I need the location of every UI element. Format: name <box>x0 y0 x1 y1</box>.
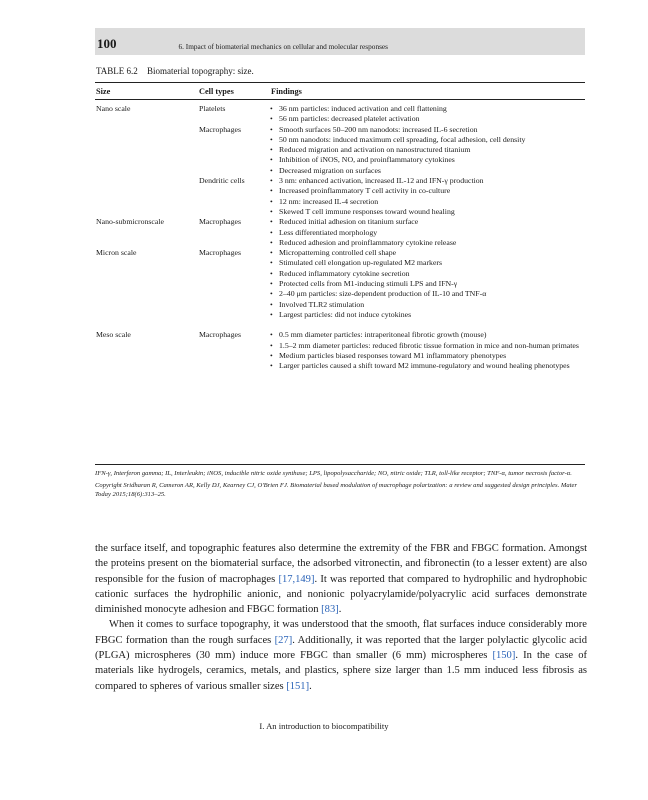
finding-item: • 2–40 μm particles: size-dependent production of IL-10 and TNF-α <box>267 289 585 299</box>
finding-item: • 36 nm particles: induced activation and cell flattening <box>267 104 585 114</box>
cell-type-cell: Macrophages <box>199 124 241 134</box>
text-run: . It was reported that compared to hydrophilic and hydrophobic cationic surfaces the hydrophilic anionic, and nonionic polyacrylamide/polyacrylic acid surfaces demonstrate diminished monocyte adhesion and FBGC formation <box>95 573 587 616</box>
column-header-findings: Findings <box>271 87 302 96</box>
cell-type-cell: Macrophages <box>199 248 241 258</box>
finding-item: • Smooth surfaces 50–200 nm nanodots: increased IL-6 secretion <box>267 125 585 135</box>
finding-item: • Micropatterning controlled cell shape <box>267 248 585 258</box>
finding-item: • Largest particles: did not induce cytokines <box>267 310 585 320</box>
cell-type-cell: Macrophages <box>199 330 241 340</box>
finding-item: • 0.5 mm diameter particles: intraperitoneal fibrotic growth (mouse) <box>267 330 585 340</box>
finding-item: • Medium particles biased responses toward M1 inflammatory phenotypes <box>267 351 585 361</box>
findings-list <box>267 125 585 176</box>
citation-link[interactable]: [150] <box>492 650 516 662</box>
cell-type-groups <box>199 330 585 371</box>
table-row <box>95 248 585 320</box>
finding-item: • 56 nm particles: decreased platelet activation <box>267 114 585 124</box>
finding-item: • 12 nm: increased IL-4 secretion <box>267 197 585 207</box>
cell-type-group <box>199 104 585 125</box>
cell-type-cell: Platelets <box>199 104 226 113</box>
section-spacer <box>95 320 585 330</box>
cell-type-group <box>199 176 585 217</box>
finding-item: • Increased proinflammatory T cell activity in co-culture <box>267 186 585 196</box>
table-bottom-rule <box>95 464 585 465</box>
page-footer: I. An introduction to biocompatibility <box>259 721 389 731</box>
cell-type-group <box>199 330 585 371</box>
footnote-copyright: Copyright Sridharan R, Cameron AR, Kelly DJ, Kearney CJ, O'Brien FJ. Biomaterial based modulation of macrophage polarization: a review and suggested design principles. Mater Today 2015;18(6):313–25. <box>95 481 578 499</box>
cell-type-groups <box>199 104 585 217</box>
finding-item: • 1.5–2 mm diameter particles: reduced fibrotic tissue formation in mice and non-human primates <box>267 341 585 351</box>
table-row <box>95 217 585 248</box>
text-run: . <box>309 680 312 692</box>
findings-list <box>267 217 585 248</box>
paragraph-fbgc-proteins <box>95 541 587 617</box>
finding-item: • Skewed T cell immune responses toward wound healing <box>267 207 585 217</box>
footnote-abbreviations: IFN-γ, Interferon gamma; IL, Interleukin; iNOS, inducible nitric oxide synthase; LPS, lipopolysaccharide; NO, nitric oxide; TLR, toll-like receptor; TNF-α, tumor necrosis factor-α. <box>95 470 572 477</box>
citation-link[interactable]: [27] <box>274 634 293 646</box>
table-header-row <box>95 83 585 99</box>
text-run: When it comes to surface topography, it was understood that the smooth, flat surfaces induce considerably more FBGC formation than the rough surfaces <box>95 619 587 646</box>
running-header <box>95 28 585 55</box>
paragraph-surface-topography <box>95 617 587 693</box>
findings-list <box>267 176 585 217</box>
table-row <box>95 104 585 217</box>
table-footnote <box>95 464 585 500</box>
column-header-size: Size <box>96 87 111 96</box>
finding-item: • Larger particles caused a shift toward M2 immune-regulatory and wound healing phenotypes <box>267 361 585 371</box>
size-cell: Micron scale <box>96 248 137 258</box>
table-caption <box>96 66 254 76</box>
size-cell: Meso scale <box>96 330 131 340</box>
finding-item: • Less differentiated morphology <box>267 228 585 238</box>
page-number: 100 <box>97 36 117 51</box>
finding-item: • 3 nm: enhanced activation, increased IL-12 and IFN-γ production <box>267 176 585 186</box>
finding-item: • Reduced inflammatory cytokine secretion <box>267 269 585 279</box>
column-header-cell-types: Cell types <box>199 87 234 96</box>
finding-item: • Inhibition of iNOS, NO, and proinflammatory cytokines <box>267 155 585 165</box>
citation-link[interactable]: [83] <box>321 604 339 616</box>
body-text <box>95 541 587 694</box>
cell-type-group <box>199 248 585 320</box>
cell-type-group <box>199 125 585 176</box>
table-body <box>95 100 585 371</box>
chapter-running-head: 6. Impact of biomaterial mechanics on cellular and molecular responses <box>178 42 389 51</box>
finding-item: • Stimulated cell elongation up-regulated M2 markers <box>267 258 585 268</box>
cell-type-groups <box>199 217 585 248</box>
text-run: . Additionally, it was reported that the larger polylactic glycolic acid (PLGA) microspheres (30 mm) induce more FBGC than smaller (6 mm) microspheres <box>95 634 587 662</box>
text-run: . In the case of materials like hydrogels, ceramics, metals, and plastics, sphere size larger than 1.5 mm induced less fibrosis as compared to spheres of various smaller sizes <box>95 650 587 692</box>
table-row <box>95 330 585 371</box>
size-cell: Nano-submicronscale <box>96 217 164 227</box>
cell-type-cell: Macrophages <box>199 217 241 227</box>
finding-item: • Reduced migration and activation on nanostructured titanium <box>267 145 585 155</box>
finding-item: • 50 nm nanodots: induced maximum cell spreading, focal adhesion, cell density <box>267 135 585 145</box>
topography-size-table <box>95 82 585 371</box>
findings-list <box>267 330 585 371</box>
finding-item: • Decreased migration on surfaces <box>267 166 585 176</box>
table-caption-title: Biomaterial topography: size. <box>147 66 254 76</box>
finding-item: • Reduced adhesion and proinflammatory cytokine release <box>267 238 585 248</box>
findings-list <box>267 104 585 125</box>
text-run: . <box>338 604 342 616</box>
size-cell: Nano scale <box>96 104 131 113</box>
finding-item: • Involved TLR2 stimulation <box>267 300 585 310</box>
cell-type-group <box>199 217 585 248</box>
citation-link[interactable]: [151] <box>286 680 310 692</box>
citation-link[interactable]: [17,149] <box>278 573 315 585</box>
finding-item: • Reduced initial adhesion on titanium surface <box>267 217 585 227</box>
cell-type-groups <box>199 248 585 320</box>
text-run: the surface itself, and topographic features also determine the extremity of the FBR and FBGC formation. Amongst the proteins present on the biomaterial surface, the adsorbed vitronectin, and fibronectin (to a lesser extent) are also responsible for the fusion of macrophages <box>95 543 587 585</box>
findings-list <box>267 248 585 320</box>
cell-type-cell: Dendritic cells <box>199 176 245 186</box>
table-caption-label: TABLE 6.2 <box>96 66 138 76</box>
finding-item: • Protected cells from M1-inducing stimuli LPS and IFN-γ <box>267 279 585 289</box>
